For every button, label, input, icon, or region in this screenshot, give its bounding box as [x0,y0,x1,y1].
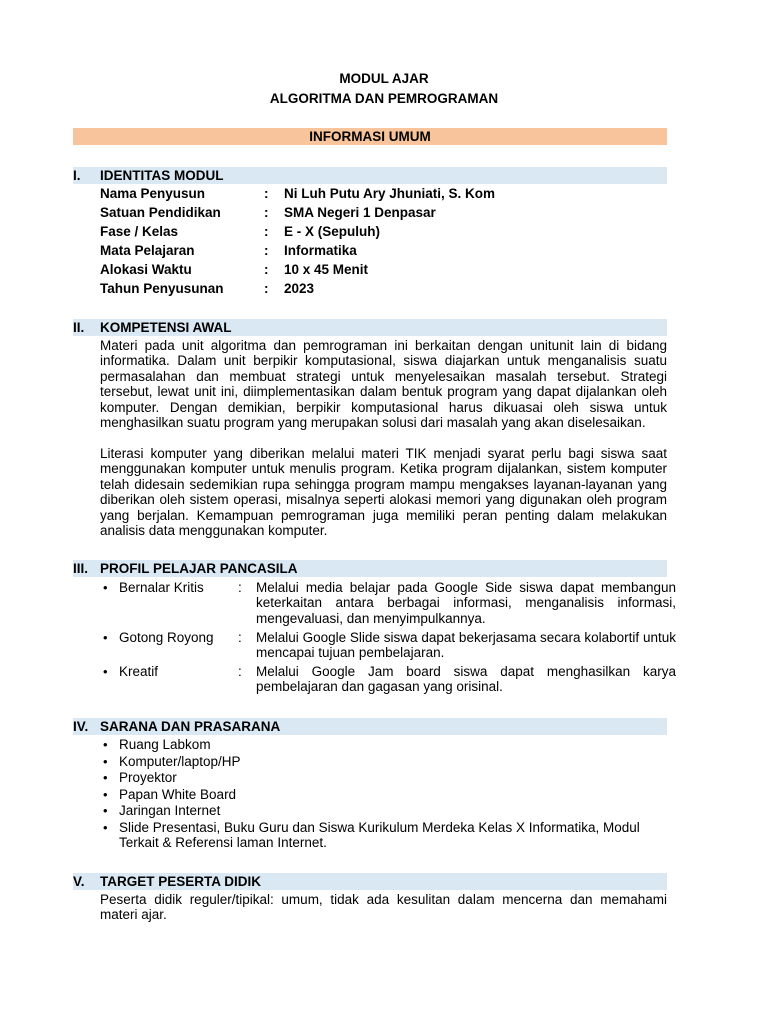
section-3-title: PROFIL PELAJAR PANCASILA [100,561,298,576]
section-3-number: III. [73,561,89,576]
document-title: MODUL AJAR [339,71,429,86]
colon: : [264,243,269,258]
bullet-icon: • [103,754,108,769]
bullet-icon: • [103,820,108,835]
section-1-title: IDENTITAS MODUL [100,168,224,183]
profil-label: Gotong Royong [119,630,214,645]
kompetensi-paragraph-1: Materi pada unit algoritma dan pemrograman ini berkaitan dengan unitunit lain di bidang informatika. Dalam unit berpikir komputasional, siswa diajarkan untuk menganalisis suatu permasalahan dan membuat strategi untuk menyelesaikan masalah tersebut. Strategi tersebut, lewat unit ini, diimplementasikan dalam bentuk program yang dapat dijalankan oleh komputer. Dengan demikian, berpikir komputasional harus dikuasai oleh siswa untuk menghasilkan suatu program yang merupakan solusi dari masalah yang akan diselesaikan. [100,338,667,431]
bullet-icon: • [103,803,108,818]
target-paragraph: Peserta didik reguler/tipikal: umum, tidak ada kesulitan dalam mencerna dan memahami materi ajar. [100,892,667,923]
identitas-value: 10 x 45 Menit [284,262,369,277]
kompetensi-paragraph-2: Literasi komputer yang diberikan melalui materi TIK menjadi syarat perlu bagi siswa saat menggunakan komputer untuk menulis program. Ketika program dijalankan, sistem komputer telah didesain sedemikian rupa sehingga program mampu mengakses layanan-layanan yang diberikan oleh sistem operasi, misalnya seperti alokasi memori yang digunakan oleh program yang berjalan. Kemampuan pemrograman juga memiliki peran penting dalam melakukan analisis data menggunakan komputer. [100,446,667,539]
colon: : [264,224,269,239]
colon: : [238,580,242,595]
list-item: Papan White Board [119,787,237,802]
identitas-label: Satuan Pendidikan [100,205,221,220]
identitas-value: Ni Luh Putu Ary Jhuniati, S. Kom [284,186,496,201]
colon: : [238,630,242,645]
identitas-label: Alokasi Waktu [100,262,192,277]
list-item: Komputer/laptop/HP [119,754,241,769]
section-2-title: KOMPETENSI AWAL [100,320,232,335]
list-item: Proyektor [119,770,177,785]
identitas-label: Nama Penyusun [100,186,206,201]
colon: : [264,281,269,296]
identitas-label: Fase / Kelas [100,224,179,239]
section-2-number: II. [73,320,85,335]
profil-description: Melalui media belajar pada Google Side siswa dapat membangun keterkaitan antara berbagai informasi, menganalisis informasi, mengevaluasi, dan menyimpulkannya. [256,580,676,626]
info-banner: INFORMASI UMUM [73,128,667,145]
profil-description: Melalui Google Slide siswa dapat bekerjasama secara kolabortif untuk mencapai tujuan pembelajaran. [256,630,676,661]
bullet-icon: • [103,664,108,679]
list-item: Jaringan Internet [119,803,221,818]
document-subtitle: ALGORITMA DAN PEMROGRAMAN [269,91,499,106]
identitas-value: E - X (Sepuluh) [284,224,380,239]
section-5-title: TARGET PESERTA DIDIK [100,874,262,889]
identitas-value: Informatika [284,243,357,258]
identitas-label: Tahun Penyusunan [100,281,224,296]
bullet-icon: • [103,630,108,645]
bullet-icon: • [103,737,108,752]
colon: : [264,205,269,220]
colon: : [264,186,269,201]
bullet-icon: • [103,787,108,802]
bullet-icon: • [103,580,108,595]
colon: : [238,664,242,679]
profil-label: Kreatif [119,664,159,679]
identitas-label: Mata Pelajaran [100,243,195,258]
identitas-value: SMA Negeri 1 Denpasar [284,205,436,220]
identitas-value: 2023 [284,281,315,296]
section-4-title: SARANA DAN PRASARANA [100,719,281,734]
list-item: Ruang Labkom [119,737,211,752]
profil-label: Bernalar Kritis [119,580,204,595]
list-item: Slide Presentasi, Buku Guru dan Siswa Kurikulum Merdeka Kelas X Informatika, Modul Terkait & Referensi laman Internet. [119,820,640,851]
colon: : [264,262,269,277]
bullet-icon: • [103,770,108,785]
section-4-number: IV. [73,719,89,734]
section-5-number: V. [73,874,85,889]
profil-description: Melalui Google Jam board siswa dapat menghasilkan karya pembelajaran dan gagasan yang orisinal. [256,664,676,695]
section-1-number: I. [73,168,81,183]
